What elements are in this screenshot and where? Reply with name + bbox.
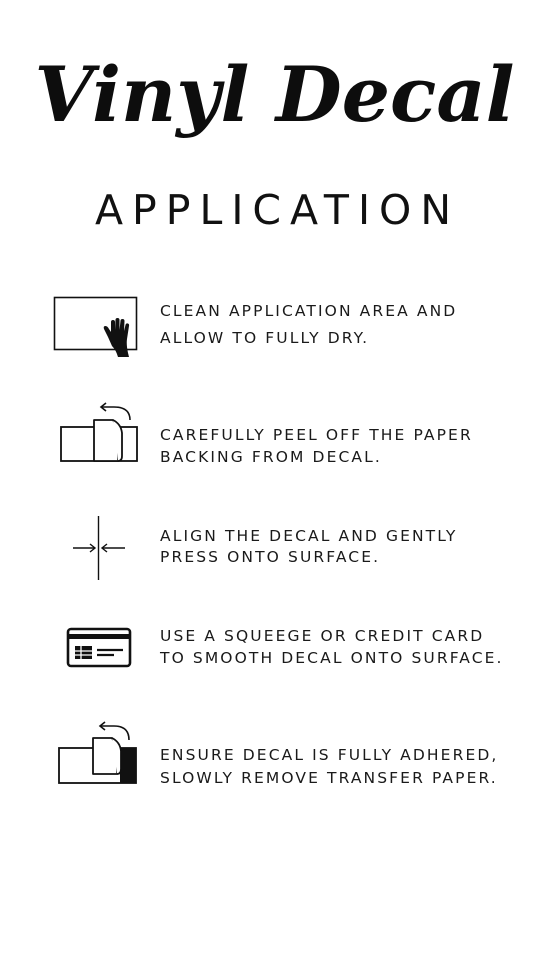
step-1-line-2: ALLOW TO FULLY DRY. — [160, 329, 370, 347]
page-title: Vinyl Decal — [34, 50, 515, 139]
step-4-line-2: TO SMOOTH DECAL ONTO SURFACE. — [160, 649, 504, 667]
remove-transfer-paper-icon — [50, 718, 150, 798]
hand-on-surface-icon — [50, 290, 150, 370]
step-4-line-1: USE A SQUEEGE OR CREDIT CARD — [160, 627, 485, 645]
step-5-line-2: SLOWLY REMOVE TRANSFER PAPER. — [160, 769, 498, 787]
step-1-text — [160, 298, 540, 352]
step-3-line-1: ALIGN THE DECAL AND GENTLY — [160, 527, 458, 545]
step-2-text — [160, 424, 540, 468]
step-3-line-2: PRESS ONTO SURFACE. — [160, 548, 381, 566]
step-3 — [0, 512, 549, 592]
step-4 — [0, 620, 549, 700]
page-subtitle: APPLICATION — [95, 186, 460, 234]
step-5-line-1: ENSURE DECAL IS FULLY ADHERED, — [160, 746, 499, 764]
step-5 — [0, 718, 549, 798]
step-5-text — [160, 744, 540, 790]
step-1-line-1: CLEAN APPLICATION AREA AND — [160, 302, 458, 320]
step-4-text — [160, 625, 540, 669]
step-1 — [0, 290, 549, 370]
step-2-line-2: BACKING FROM DECAL. — [160, 448, 382, 466]
credit-card-icon — [50, 620, 150, 700]
peel-backing-icon — [50, 400, 150, 480]
step-2 — [0, 400, 549, 480]
step-2-line-1: CAREFULLY PEEL OFF THE PAPER — [160, 426, 473, 444]
step-3-text — [160, 526, 540, 568]
align-arrows-icon — [50, 512, 150, 592]
